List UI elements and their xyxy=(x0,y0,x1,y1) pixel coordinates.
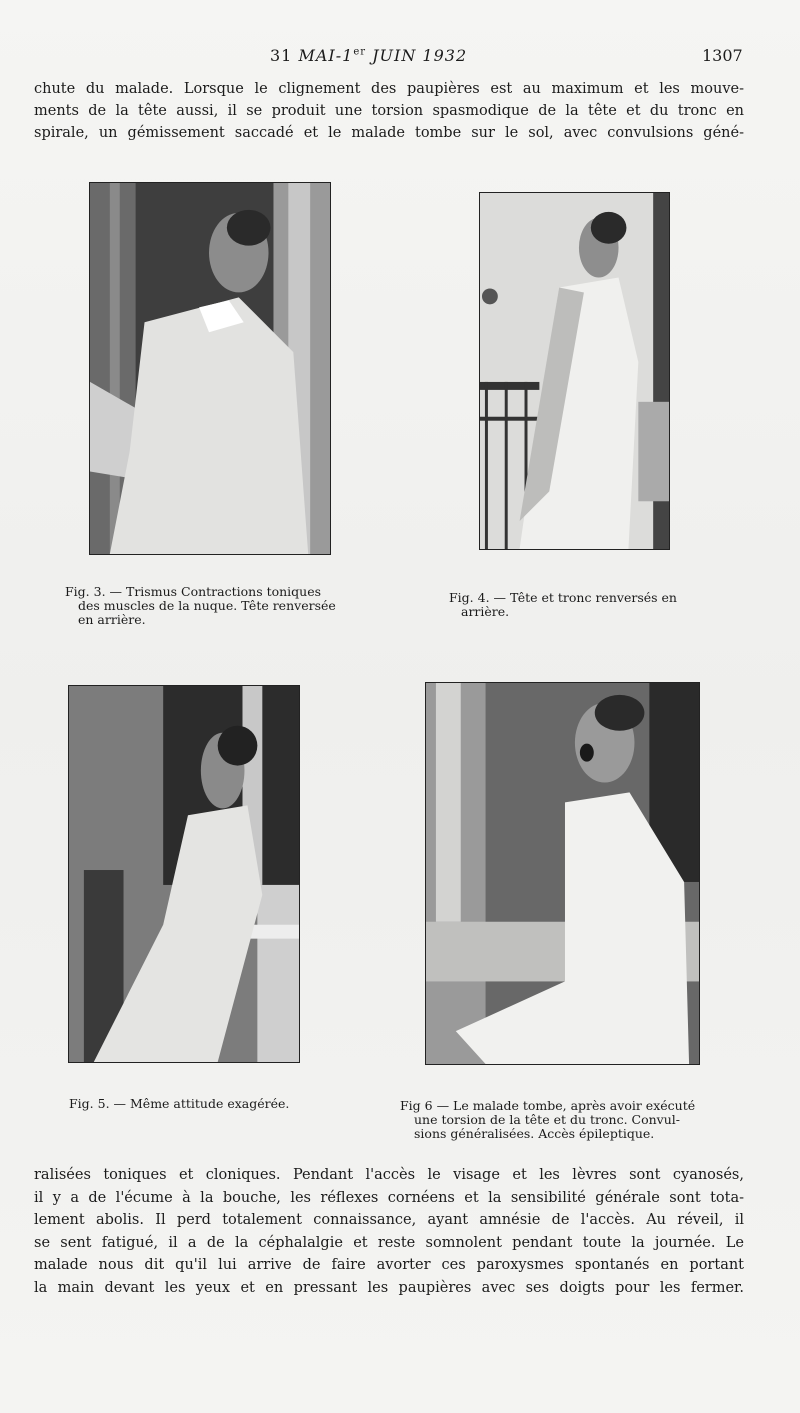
caption-line: Fig 6 — Le malade tombe, après avoir exécuté xyxy=(400,1098,696,1113)
caption-line: Fig. 5. — Même attitude exagérée. xyxy=(69,1096,290,1111)
page-number: 1307 xyxy=(702,46,743,65)
figure-6-caption xyxy=(400,1099,745,1141)
figure-4-photo xyxy=(479,192,670,550)
figure-5-photo xyxy=(68,685,300,1063)
running-head-sup: er xyxy=(353,46,367,58)
text-line: ments de la tête aussi, il se produit une torsion spasmodique de la tête et du tronc en xyxy=(34,103,744,119)
figure-6-photo xyxy=(425,682,700,1065)
figure-5-caption xyxy=(69,1097,349,1111)
caption-line: sions généralisées. Accès épileptique. xyxy=(414,1126,655,1141)
running-head-day: 31 xyxy=(270,46,299,65)
text-line: lement abolis. Il perd totalement connaissance, ayant amnésie de l'accès. Au réveil, il xyxy=(34,1212,744,1228)
text-line: spirale, un gémissement saccadé et le malade tombe sur le sol, avec convulsions géné- xyxy=(34,125,744,141)
running-head-month-mai: MAI xyxy=(298,46,336,65)
figure-4-caption xyxy=(449,591,719,619)
figure-3-caption xyxy=(65,585,365,627)
caption-line: une torsion de la tête et du tronc. Convul- xyxy=(414,1112,680,1127)
text-line: malade nous dit qu'il lui arrive de faire avorter ces paroxysmes spontanés en portant xyxy=(34,1257,744,1273)
running-head-month-juin: JUIN 1932 xyxy=(366,46,468,65)
figure-3-photo xyxy=(89,182,331,555)
bottom-paragraph xyxy=(34,1164,744,1299)
text-line: se sent fatigué, il a de la céphalalgie et reste somnolent pendant toute la journée. Le xyxy=(34,1234,744,1251)
caption-line: arrière. xyxy=(461,604,510,619)
caption-line: Fig. 3. — Trismus Contractions toniques xyxy=(65,584,322,599)
running-head-dash: -1 xyxy=(335,46,354,65)
caption-line: Fig. 4. — Tête et tronc renversés en xyxy=(449,590,677,605)
running-head xyxy=(270,46,467,65)
text-line: la main devant les yeux et en pressant les paupières avec ses doigts pour les fermer. xyxy=(34,1279,744,1296)
caption-line: des muscles de la nuque. Tête renversée xyxy=(78,598,336,613)
text-line: il y a de l'écume à la bouche, les réflexes cornéens et la sensibilité générale sont tota- xyxy=(34,1189,744,1206)
text-line: ralisées toniques et cloniques. Pendant l'accès le visage et les lèvres sont cyanosés, xyxy=(34,1167,744,1183)
top-paragraph xyxy=(34,78,744,144)
text-line: chute du malade. Lorsque le clignement des paupières est au maximum et les mouve- xyxy=(34,81,744,97)
caption-line: en arrière. xyxy=(78,612,146,627)
